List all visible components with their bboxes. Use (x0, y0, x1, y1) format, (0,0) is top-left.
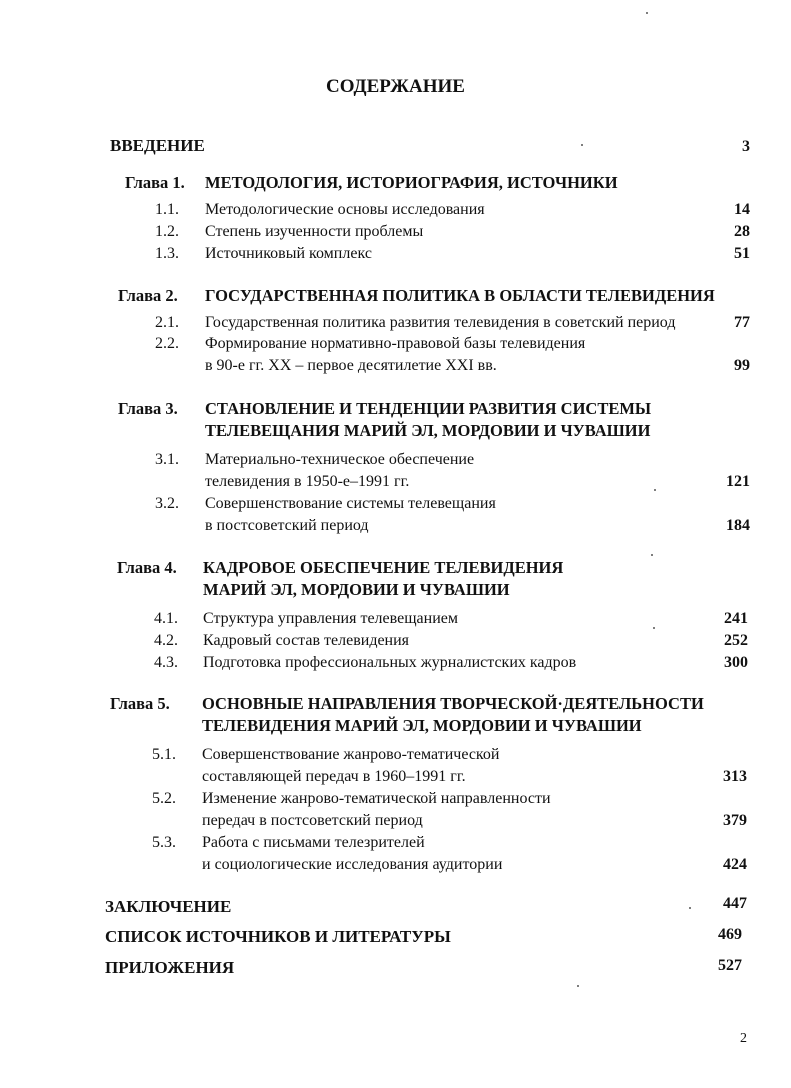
section-2-2-page: 99 (734, 357, 750, 374)
section-2-2-title-line-1: Формирование нормативно-правовой базы телевидения (205, 335, 586, 352)
scan-speck (646, 12, 648, 14)
section-4-1-number: 4.1. (154, 610, 178, 627)
section-5-2-number: 5.2. (152, 790, 176, 807)
section-2-2-number: 2.2. (155, 335, 179, 352)
section-4-2-number: 4.2. (154, 632, 178, 649)
scan-speck (689, 907, 691, 909)
section-5-2-page: 379 (723, 812, 747, 829)
section-2-2-title-line-2: в 90-е гг. XX – первое десятилетие XXI вв. (205, 357, 497, 374)
section-1-2-number: 1.2. (155, 223, 179, 240)
toc-conclusion-page: 447 (723, 895, 747, 912)
scan-speck (654, 489, 656, 491)
section-3-1-number: 3.1. (155, 451, 179, 468)
chapter-5-title-line-2: ТЕЛЕВИДЕНИЯ МАРИЙ ЭЛ, МОРДОВИИ И ЧУВАШИИ (202, 716, 642, 735)
scan-speck (577, 985, 579, 987)
scan-speck (651, 554, 653, 556)
section-1-3-title: Источниковый комплекс (205, 245, 372, 262)
chapter-4-label: Глава 4. (117, 558, 177, 577)
section-5-1-title-line-2: составляющей передач в 1960–1991 гг. (202, 768, 466, 785)
chapter-5-label: Глава 5. (110, 694, 170, 713)
chapter-2-title: ГОСУДАРСТВЕННАЯ ПОЛИТИКА В ОБЛАСТИ ТЕЛЕВИДЕНИЯ (205, 286, 715, 305)
page-title: СОДЕРЖАНИЕ (326, 76, 465, 97)
section-5-2-title-line-1: Изменение жанрово-тематической направленности (202, 790, 551, 807)
toc-bibliography-page: 469 (718, 926, 742, 943)
toc-bibliography-label: СПИСОК ИСТОЧНИКОВ И ЛИТЕРАТУРЫ (105, 927, 451, 946)
toc-appendices-label: ПРИЛОЖЕНИЯ (105, 958, 235, 977)
section-5-3-page: 424 (723, 856, 747, 873)
chapter-5-title-line-1: ОСНОВНЫЕ НАПРАВЛЕНИЯ ТВОРЧЕСКОЙ·ДЕЯТЕЛЬНОСТИ (202, 694, 704, 713)
section-4-1-page: 241 (724, 610, 748, 627)
section-1-1-title: Методологические основы исследования (205, 201, 485, 218)
chapter-4-title-line-2: МАРИЙ ЭЛ, МОРДОВИИ И ЧУВАШИИ (203, 580, 510, 599)
section-3-2-title-line-2: в постсоветский период (205, 517, 369, 534)
section-2-1-number: 2.1. (155, 314, 179, 331)
section-3-1-page: 121 (726, 473, 750, 490)
section-2-1-page: 77 (734, 314, 750, 331)
section-3-1-title-line-1: Материально-техническое обеспечение (205, 451, 475, 468)
section-3-2-page: 184 (726, 517, 750, 534)
section-5-1-title-line-1: Совершенствование жанрово-тематической (202, 746, 500, 763)
section-3-2-title-line-1: Совершенствование системы телевещания (205, 495, 496, 512)
chapter-2-label: Глава 2. (118, 286, 178, 305)
section-5-1-number: 5.1. (152, 746, 176, 763)
section-5-1-page: 313 (723, 768, 747, 785)
toc-conclusion-label: ЗАКЛЮЧЕНИЕ (105, 897, 232, 916)
section-4-2-page: 252 (724, 632, 748, 649)
chapter-3-title-line-1: СТАНОВЛЕНИЕ И ТЕНДЕНЦИИ РАЗВИТИЯ СИСТЕМЫ (205, 399, 652, 418)
page-number: 2 (740, 1031, 747, 1046)
section-1-2-title: Степень изученности проблемы (205, 223, 424, 240)
section-5-2-title-line-2: передач в постсоветский период (202, 812, 423, 829)
chapter-3-title-line-2: ТЕЛЕВЕЩАНИЯ МАРИЙ ЭЛ, МОРДОВИИ И ЧУВАШИИ (205, 421, 651, 440)
chapter-1-label: Глава 1. (125, 173, 185, 192)
scan-speck (653, 627, 655, 629)
section-5-3-number: 5.3. (152, 834, 176, 851)
toc-introduction-page: 3 (742, 138, 750, 155)
chapter-4-title-line-1: КАДРОВОЕ ОБЕСПЕЧЕНИЕ ТЕЛЕВИДЕНИЯ (203, 558, 564, 577)
section-4-2-title: Кадровый состав телевидения (203, 632, 410, 649)
section-4-3-page: 300 (724, 654, 748, 671)
section-3-2-number: 3.2. (155, 495, 179, 512)
chapter-3-label: Глава 3. (118, 399, 178, 418)
section-5-3-title-line-1: Работа с письмами телезрителей (202, 834, 425, 851)
section-1-1-page: 14 (734, 201, 750, 218)
toc-appendices-page: 527 (718, 957, 742, 974)
section-4-3-title: Подготовка профессиональных журналистских кадров (203, 654, 577, 671)
section-1-3-number: 1.3. (155, 245, 179, 262)
section-4-3-number: 4.3. (154, 654, 178, 671)
scan-speck (581, 144, 583, 146)
section-2-1-title: Государственная политика развития телевидения в советский период (205, 314, 676, 331)
section-4-1-title: Структура управления телевещанием (203, 610, 458, 627)
section-1-2-page: 28 (734, 223, 750, 240)
section-1-1-number: 1.1. (155, 201, 179, 218)
section-1-3-page: 51 (734, 245, 750, 262)
section-5-3-title-line-2: и социологические исследования аудитории (202, 856, 503, 873)
section-3-1-title-line-2: телевидения в 1950-е–1991 гг. (205, 473, 410, 490)
toc-introduction-label: ВВЕДЕНИЕ (110, 136, 205, 155)
chapter-1-title: МЕТОДОЛОГИЯ, ИСТОРИОГРАФИЯ, ИСТОЧНИКИ (205, 173, 618, 192)
